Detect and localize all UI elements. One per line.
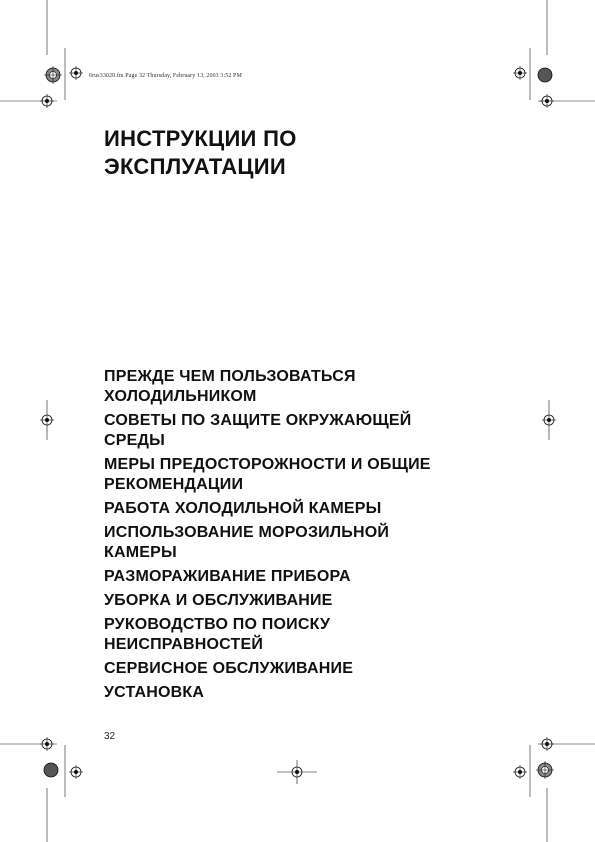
registration-mark-left-upper	[40, 94, 54, 108]
toc-item-freezer-use	[104, 523, 504, 563]
toc-item-line: УСТАНОВКА	[104, 684, 205, 701]
toc-item-line: УБОРКА И ОБСЛУЖИВАНИЕ	[104, 592, 333, 609]
toc-item-installation	[104, 683, 504, 703]
toc-item-line: РЕКОМЕНДАЦИИ	[104, 476, 244, 493]
toc-item-line: НЕИСПРАВНОСТЕЙ	[104, 636, 264, 653]
toc-item-fridge-operation	[104, 499, 504, 519]
toc-item-line: КАМЕРЫ	[104, 544, 177, 561]
color-bar-bottom-left	[44, 763, 58, 777]
registration-mark-right-upper	[540, 94, 554, 108]
page-title-line: ЭКСПЛУАТАЦИИ	[104, 154, 286, 179]
toc-item-line: РАЗМОРАЖИВАНИЕ ПРИБОРА	[104, 568, 351, 585]
registration-mark-left-lower	[40, 737, 54, 751]
toc-item-line: ИСПОЛЬЗОВАНИЕ МОРОЗИЛЬНОЙ	[104, 524, 390, 541]
registration-mark-top-center	[69, 66, 83, 80]
registration-mark-bottom-right	[513, 765, 527, 779]
toc-item-service	[104, 659, 504, 679]
toc-item-environment	[104, 411, 504, 451]
page-title	[104, 125, 484, 181]
toc-item-line: РАБОТА ХОЛОДИЛЬНОЙ КАМЕРЫ	[104, 500, 382, 517]
registration-mark-right-lower	[540, 737, 554, 751]
toc-item-precautions	[104, 455, 504, 495]
registration-mark-top-left	[44, 66, 62, 84]
registration-mark-right-middle	[542, 400, 556, 440]
toc-item-line: СОВЕТЫ ПО ЗАЩИТЕ ОКРУЖАЮЩЕЙ	[104, 412, 412, 429]
registration-mark-top-right	[513, 66, 527, 80]
print-slug: 6rus33020.fm Page 32 Thursday, February 13, 2003 3:52 PM	[89, 73, 242, 79]
registration-mark-left-middle	[40, 400, 54, 440]
color-bar-bottom-right	[536, 761, 554, 779]
toc-item-line: СЕРВИСНОЕ ОБСЛУЖИВАНИЕ	[104, 660, 354, 677]
toc-item-line: МЕРЫ ПРЕДОСТОРОЖНОСТИ И ОБЩИЕ	[104, 456, 431, 473]
page-number: 32	[104, 731, 116, 742]
toc-item-before-use	[104, 367, 504, 407]
registration-mark-bottom-center	[277, 760, 317, 784]
toc-item-line: ПРЕЖДЕ ЧЕМ ПОЛЬЗОВАТЬСЯ	[104, 368, 356, 385]
color-bar-top-right	[538, 68, 552, 82]
toc-item-line: ХОЛОДИЛЬНИКОМ	[104, 388, 257, 405]
toc-item-line: СРЕДЫ	[104, 432, 165, 449]
toc-item-defrosting	[104, 567, 504, 587]
toc-item-line: РУКОВОДСТВО ПО ПОИСКУ	[104, 616, 331, 633]
toc-item-cleaning	[104, 591, 504, 611]
toc-item-troubleshooting	[104, 615, 504, 655]
table-of-contents	[104, 367, 504, 707]
registration-mark-bottom-left	[69, 765, 83, 779]
page-title-line: ИНСТРУКЦИИ ПО	[104, 126, 297, 151]
